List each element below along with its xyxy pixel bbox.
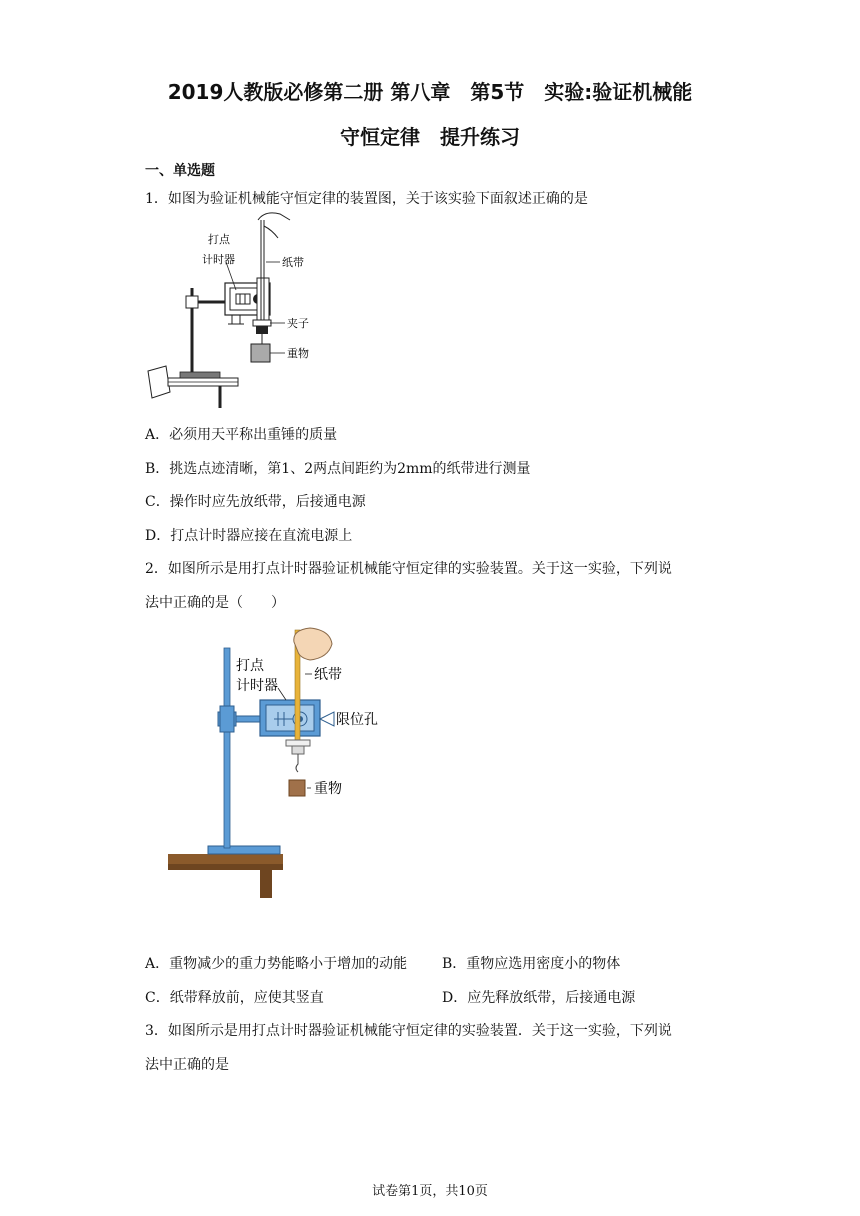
q2-stem-line1: 2．如图所示是用打点计时器验证机械能守恒定律的实验装置。关于这一实验，下列说	[145, 561, 672, 577]
page-footer: 试卷第1页，共10页	[372, 1184, 488, 1199]
q1-label-2: 纸带	[282, 256, 304, 269]
q3-stem-line2: 法中正确的是	[145, 1057, 229, 1073]
section-heading: 一、单选题	[145, 163, 215, 179]
q1-label-1: 计时器	[202, 253, 235, 266]
q2-option-d: D．应先释放纸带，后接通电源	[442, 990, 636, 1006]
q1-option-c: C．操作时应先放纸带，后接通电源	[145, 494, 366, 510]
q2-label-3: 限位孔	[336, 712, 378, 728]
q1-option-d: D．打点计时器应接在直流电源上	[145, 528, 353, 544]
q1-stem: 1．如图为验证机械能守恒定律的装置图，关于该实验下面叙述正确的是	[145, 191, 588, 207]
q1-label-4: 重物	[287, 347, 309, 360]
q1-option-a: A．必须用天平称出重锤的质量	[145, 427, 338, 443]
q2-option-c: C．纸带释放前，应使其竖直	[145, 990, 324, 1006]
q1-figure	[140, 208, 320, 413]
q2-label-4: 重物	[314, 781, 342, 797]
page-title-line1: 2019人教版必修第二册 第八章 第5节 实验:验证机械能	[167, 80, 693, 104]
page-title-line2: 守恒定律 提升练习	[340, 125, 520, 149]
q2-option-b: B．重物应选用密度小的物体	[442, 956, 621, 972]
q2-label-0: 打点	[236, 658, 264, 674]
q3-stem-line1: 3．如图所示是用打点计时器验证机械能守恒定律的实验装置．关于这一实验，下列说	[145, 1023, 672, 1039]
q1-option-b: B．挑选点迹清晰，第1、2两点间距约为2mm的纸带进行测量	[145, 461, 531, 477]
q2-label-2: 纸带	[314, 667, 342, 683]
q1-label-0: 打点	[208, 233, 230, 246]
q1-label-3: 夹子	[287, 317, 309, 330]
q2-stem-line2: 法中正确的是（ ）	[145, 595, 285, 611]
q2-label-1: 计时器	[236, 678, 278, 694]
q2-figure	[160, 622, 400, 902]
q2-option-a: A．重物减少的重力势能略小于增加的动能	[145, 956, 408, 972]
